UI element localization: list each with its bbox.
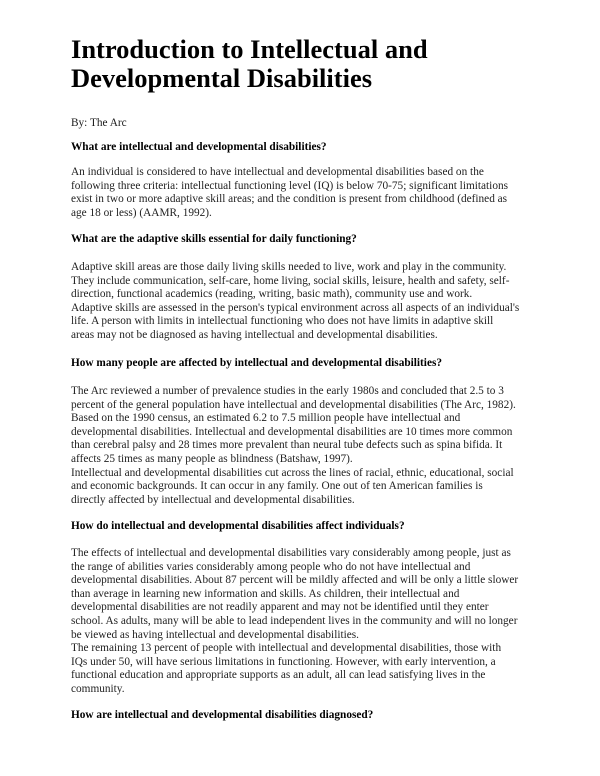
section-heading: What are intellectual and developmental disabilities? bbox=[71, 141, 327, 153]
paragraph-line: An individual is considered to have intellectual and developmental disabilities based on the bbox=[71, 166, 484, 178]
title-line: Introduction to Intellectual and bbox=[71, 34, 428, 64]
paragraph-line: Intellectual and developmental disabilities cut across the lines of racial, ethnic, educational, social bbox=[71, 466, 514, 479]
paragraph-line: be viewed as having intellectual and developmental disabilities. bbox=[71, 628, 359, 641]
paragraph-line: IQs under 50, will have serious limitations in functioning. However, with early intervention, a bbox=[71, 655, 496, 668]
section-paragraph bbox=[71, 547, 518, 697]
section-heading: What are the adaptive skills essential for daily functioning? bbox=[71, 233, 357, 245]
paragraph-line: age 18 or less) (AAMR, 1992). bbox=[71, 206, 212, 219]
document-title bbox=[71, 35, 428, 93]
section-paragraph bbox=[71, 385, 516, 507]
paragraph-line: than average in learning new information and skills. As children, their intellectual and bbox=[71, 587, 460, 600]
section-heading: How are intellectual and developmental disabilities diagnosed? bbox=[71, 709, 374, 721]
paragraph-line: affects 25 times as many people as blindness (Batshaw, 1997). bbox=[71, 452, 353, 465]
paragraph-line: The effects of intellectual and developmental disabilities vary considerably among people, just as bbox=[71, 547, 511, 559]
paragraph-line: life. A person with limits in intellectual functioning who does not have limits in adaptive skill bbox=[71, 315, 494, 328]
paragraph-line: developmental disabilities. Intellectual and developmental disabilities are 10 times more common bbox=[71, 425, 513, 438]
paragraph-line: following three criteria: intellectual functioning level (IQ) is below 70-75; significant limitations bbox=[71, 179, 509, 192]
paragraph-line: developmental disabilities. About 87 percent will be mildly affected and will be only a little slower bbox=[71, 574, 519, 587]
section-paragraph bbox=[71, 166, 508, 220]
paragraph-line: Adaptive skill areas are those daily living skills needed to live, work and play in the community. bbox=[71, 261, 507, 273]
paragraph-line: They include communication, self-care, home living, social skills, leisure, health and safety, self- bbox=[71, 274, 510, 287]
paragraph-line: developmental disabilities are not readily apparent and may not be identified until they enter bbox=[71, 601, 489, 614]
section-paragraph bbox=[71, 261, 519, 343]
title-line: Developmental Disabilities bbox=[71, 63, 373, 93]
paragraph-line: than cerebral palsy and 28 times more prevalent than neural tube defects such as spina bifida. It bbox=[71, 439, 503, 452]
paragraph-line: and economic backgrounds. It can occur in any family. One out of ten American families is bbox=[71, 480, 483, 493]
section-heading: How do intellectual and developmental disabilities affect individuals? bbox=[71, 520, 405, 532]
paragraph-line: exist in two or more adaptive skill areas; and the condition is present from childhood (defined as bbox=[71, 193, 508, 206]
paragraph-line: community. bbox=[71, 682, 125, 695]
paragraph-line: The Arc reviewed a number of prevalence studies in the early 1980s and concluded that 2.5 to 3 bbox=[71, 385, 504, 397]
paragraph-line: the range of abilities varies considerably among people who do not have intellectual and bbox=[71, 560, 471, 573]
paragraph-line: functional education and appropriate supports as an adult, all can lead satisfying lives in the bbox=[71, 669, 486, 682]
paragraph-line: school. As adults, many will be able to lead independent lives in the community and will no longer bbox=[71, 614, 518, 627]
paragraph-line: areas may not be diagnosed as having intellectual and developmental disabilities. bbox=[71, 328, 438, 341]
section-heading: How many people are affected by intellectual and developmental disabilities? bbox=[71, 357, 443, 369]
paragraph-line: directly affected by intellectual and developmental disabilities. bbox=[71, 493, 355, 506]
paragraph-line: percent of the general population have intellectual and developmental disabilities (The Arc, 1982). bbox=[71, 398, 516, 411]
paragraph-line: The remaining 13 percent of people with intellectual and developmental disabilities, those with bbox=[71, 642, 502, 655]
paragraph-line: direction, functional academics (reading, writing, basic math), community use and work. bbox=[71, 288, 473, 301]
byline: By: The Arc bbox=[71, 117, 127, 129]
paragraph-line: Adaptive skills are assessed in the person's typical environment across all aspects of an individual's bbox=[71, 301, 520, 314]
paragraph-line: Based on the 1990 census, an estimated 6.2 to 7.5 million people have intellectual and bbox=[71, 412, 461, 425]
